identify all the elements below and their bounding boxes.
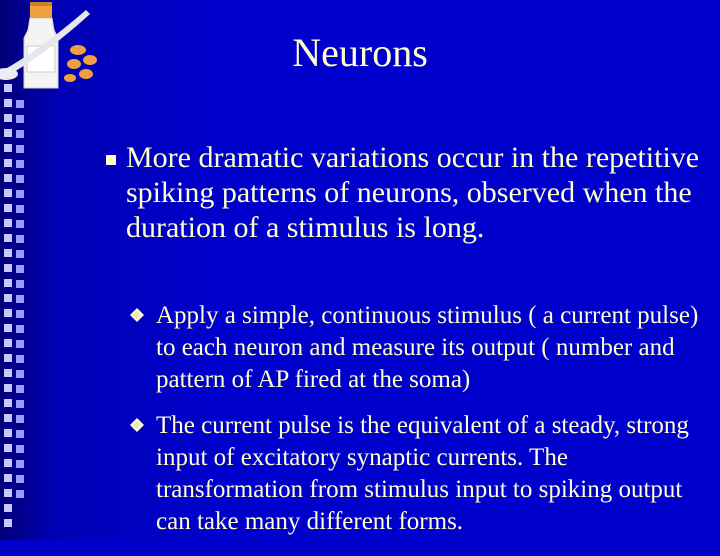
- square-bullet-icon: [106, 155, 116, 165]
- left-decorative-squares-secondary: [16, 100, 34, 556]
- sub-bullet-1: [156, 300, 706, 396]
- sub-bullet-1-text: Apply a simple, continuous stimulus ( a current pulse) to each neuron and measure its output ( number and pattern of AP fired at the soma): [156, 302, 699, 393]
- sub-bullet-2: [156, 410, 706, 538]
- main-bullet-text: More dramatic variations occur in the repetitive spiking patterns of neurons, observed when the duration of a stimulus is long.: [126, 141, 700, 244]
- diamond-bullet-icon: [130, 308, 144, 322]
- sub-bullet-2-text: The current pulse is the equivalent of a steady, strong input of excitatory synaptic currents. The transformation from stimulus input to spiking output can take many different forms.: [156, 412, 689, 535]
- slide-title: Neurons: [292, 30, 428, 75]
- main-bullet: [126, 140, 706, 245]
- diamond-bullet-icon: [130, 418, 144, 432]
